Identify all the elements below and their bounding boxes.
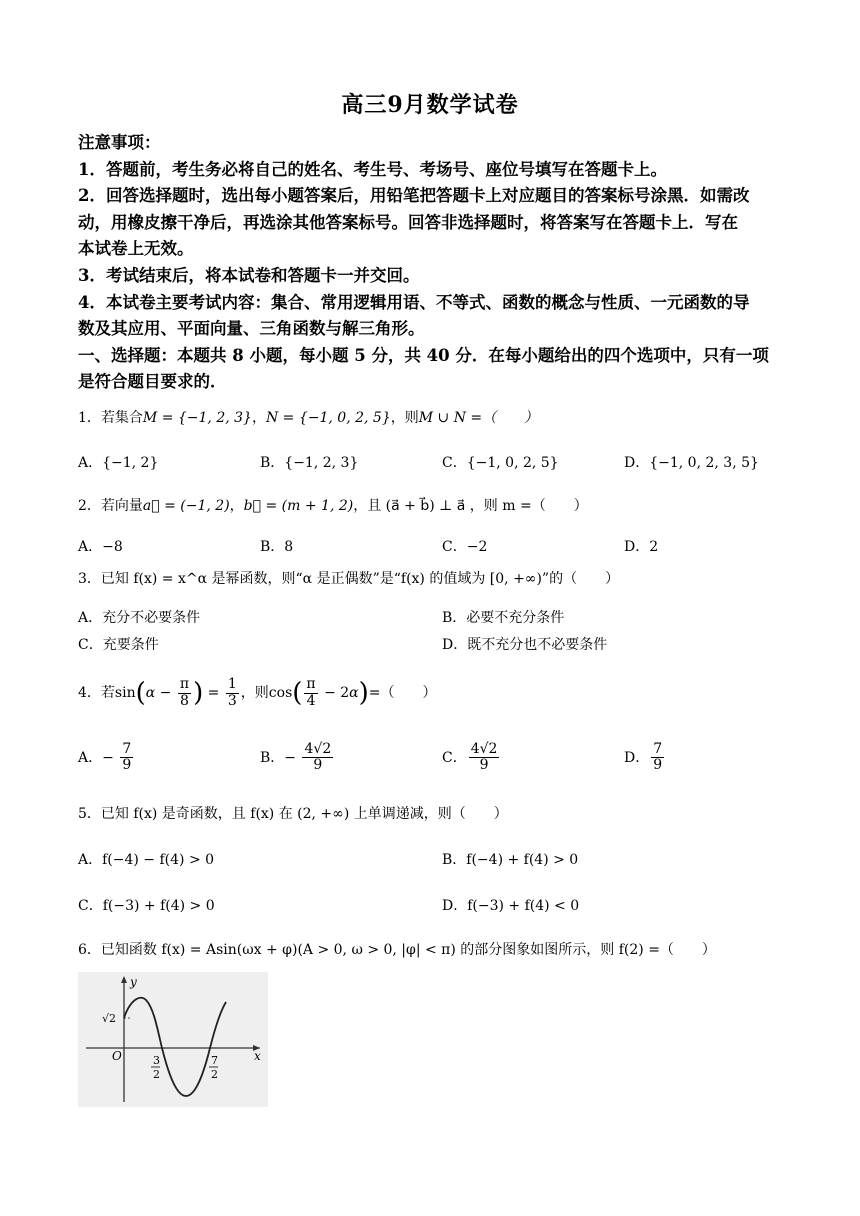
- x-tick-3-num: 3: [153, 1054, 160, 1067]
- notice-item-2-cont: 动，用橡皮擦干净后，再选涂其他答案标号。回答非选择题时，将答案写在答题卡上．写在: [78, 212, 738, 232]
- q2-option-c[interactable]: C．−2: [442, 539, 488, 555]
- notice-heading: 注意事项：: [78, 133, 161, 152]
- x-tick-7-den: 2: [211, 1068, 218, 1081]
- q1-option-c[interactable]: C．{−1, 0, 2, 5}: [442, 455, 559, 471]
- y-tick-sqrt2: √2: [102, 1012, 117, 1025]
- q1-option-b[interactable]: B．{−1, 2, 3}: [260, 455, 359, 471]
- notice-item-4-cont: 数及其应用、平面向量、三角函数与解三角形。: [78, 319, 425, 339]
- notice-item-1: 1．答题前，考生务必将自己的姓名、考生号、考场号、座位号填写在答题卡上。: [78, 159, 667, 179]
- question-4: 4．若sin(α − $\frac{\pi}{8}$ ) = $\frac{1}{3}$ ，则cos( $\frac{\pi}{4}$ − 2α)=（ ）: [78, 676, 437, 709]
- section-heading: 一、选择题：本题共 8 小题，每小题 5 分，共 40 分．在每小题给出的四个选项中，只有一项: [78, 345, 769, 365]
- page-title: 高三9月数学试卷: [341, 92, 519, 118]
- q3-option-a[interactable]: A．充分不必要条件: [78, 610, 201, 626]
- x-tick-3-den: 2: [153, 1068, 160, 1081]
- q2-option-b[interactable]: B．8: [260, 539, 294, 555]
- q4-option-c[interactable]: C． $\frac{4√2}{9}$: [442, 741, 498, 774]
- q3-option-d[interactable]: D．既不充分也不必要条件: [442, 637, 608, 653]
- notice-item-2-cont2: 本试卷上无效。: [78, 239, 194, 259]
- q5-option-d[interactable]: D．f(−3) + f(4) < 0: [442, 898, 580, 914]
- q5-option-a[interactable]: A．f(−4) − f(4) > 0: [78, 852, 215, 868]
- question-6: 6．已知函数 f(x) = Asin(ωx + φ)(A > 0, ω > 0, |φ| < π) 的部分图象如图所示，则 f(2) =（ ）: [78, 942, 716, 958]
- sine-graph: [78, 972, 268, 1107]
- question-5: 5．已知 f(x) 是奇函数，且 f(x) 在 (2, +∞) 上单调递减，则（ ）: [78, 806, 508, 822]
- q3-option-b[interactable]: B．必要不充分条件: [442, 610, 565, 626]
- y-axis-label: y: [130, 975, 137, 989]
- notice-item-2: 2．回答选择题时，选出每小题答案后，用铅笔把答题卡上对应题目的答案标号涂黑．如需改: [78, 186, 750, 206]
- notice-item-4: 4．本试卷主要考试内容：集合、常用逻辑用语、不等式、函数的概念与性质、一元函数的导: [78, 292, 750, 312]
- q2-option-d[interactable]: D．2: [624, 539, 659, 555]
- notice-block: [78, 130, 784, 396]
- question-3: 3．已知 f(x) = x^α 是幂函数，则“α 是正偶数”是“f(x) 的值域为 [0, +∞)”的（ ）: [78, 571, 620, 587]
- x-tick-7-num: 7: [211, 1054, 218, 1067]
- q4-option-d[interactable]: D． $\frac{7}{9}$: [624, 741, 663, 774]
- q5-option-c[interactable]: C．f(−3) + f(4) > 0: [78, 898, 215, 914]
- q4-option-b[interactable]: B．− $\frac{4√2}{9}$: [260, 741, 332, 774]
- origin-label: O: [112, 1049, 122, 1063]
- question-2: 2．若向量a⃗ = (−1, 2)，b⃗ = (m + 1, 2)，且 (a⃗ + b⃗) ⊥ a⃗ ，则 m =（ ）: [78, 498, 588, 514]
- y-axis-arrow: [121, 976, 127, 983]
- section-heading-cont: 是符合题目要求的．: [78, 372, 227, 392]
- question-1: 1．若集合M = {−1, 2, 3}，N = {−1, 0, 2, 5}，则M ∪ N =（ ）: [78, 410, 539, 426]
- q5-option-b[interactable]: B．f(−4) + f(4) > 0: [442, 852, 579, 868]
- q1-option-a[interactable]: A．{−1, 2}: [78, 455, 159, 471]
- notice-item-3: 3．考试结束后，将本试卷和答题卡一并交回。: [78, 265, 420, 285]
- sine-graph-figure: [78, 972, 268, 1107]
- q2-option-a[interactable]: A．−8: [78, 539, 123, 555]
- q1-option-d[interactable]: D．{−1, 0, 2, 3, 5}: [624, 455, 759, 471]
- q4-option-a[interactable]: A．− $\frac{7}{9}$: [78, 741, 132, 774]
- x-axis-label: x: [254, 1049, 261, 1063]
- sine-curve: [124, 998, 226, 1096]
- q3-option-c[interactable]: C．充要条件: [78, 637, 159, 653]
